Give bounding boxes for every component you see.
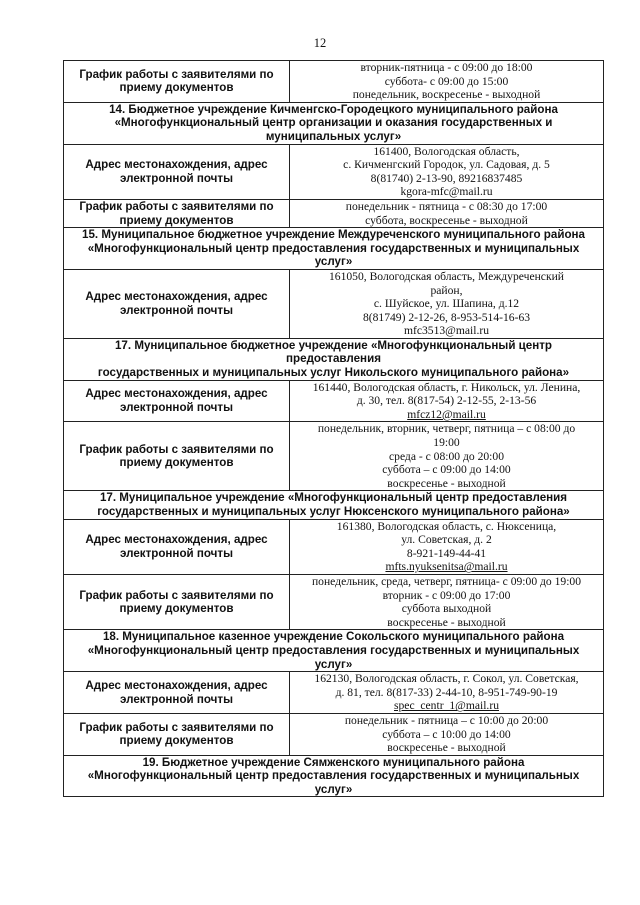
section-title-line: государственных и муниципальных услуг Никольского муниципального района»	[97, 366, 570, 380]
section-title	[64, 228, 604, 270]
email-link: mfts.nyuksenitsa@mail.ru	[385, 560, 508, 574]
field-value-line: вторник - с 09:00 до 17:00	[382, 588, 511, 602]
field-value-line: понедельник, вторник, четверг, пятница – с 08:00 до	[317, 422, 576, 436]
field-value	[290, 574, 604, 629]
field-value-line: 19:00	[433, 436, 460, 450]
field-label: Адрес местонахождения, адрес электронной почты	[64, 144, 290, 199]
field-value-line: воскресенье - выходной	[387, 476, 506, 490]
field-value-line: 8(81749) 2-12-26, 8-953-514-16-63	[362, 310, 531, 324]
field-value-line: среда - с 08:00 до 20:00	[389, 449, 504, 463]
section-title-line: «Многофункциональный центр предоставления государственных и муниципальных	[87, 643, 580, 657]
field-row	[64, 269, 604, 338]
field-value-line: ул. Советская, д. 2	[401, 533, 492, 547]
section-title-line: «Многофункциональный центр организации и оказания государственных и	[114, 116, 553, 130]
field-value-line: понедельник, среда, четверг, пятница- с 09:00 до 19:00	[311, 574, 582, 588]
field-value-line: 8-921-149-44-41	[406, 546, 487, 560]
field-value-line: суббота – с 09:00 до 14:00	[382, 463, 511, 477]
field-value-line: суббота – с 10:00 до 14:00	[382, 727, 511, 741]
field-row	[64, 574, 604, 629]
section-title	[64, 338, 604, 380]
table-body	[64, 61, 604, 797]
field-label: Адрес местонахождения, адрес электронной почты	[64, 519, 290, 574]
section-title-line: государственных и муниципальных услуг Нюксенского муниципального района»	[97, 505, 570, 518]
field-value-line: вторник-пятница - с 09:00 до 18:00	[360, 61, 533, 74]
section-header-row	[64, 102, 604, 144]
field-value	[290, 380, 604, 422]
field-value-line: суббота, воскресенье - выходной	[365, 213, 528, 227]
field-value	[290, 713, 604, 755]
field-value-line: воскресенье - выходной	[387, 741, 506, 755]
field-value-line: суббота- с 09:00 до 15:00	[384, 74, 509, 88]
field-value-line: суббота выходной	[401, 602, 492, 616]
section-header-row	[64, 755, 604, 797]
field-value-line: 162130, Вологодская область, г. Сокол, ул. Советская,	[314, 672, 579, 686]
field-value-line: 161440, Вологодская область, г. Никольск, ул. Ленина,	[312, 380, 581, 394]
section-title-line: 18. Муниципальное казенное учреждение Сокольского муниципального района	[102, 630, 565, 644]
field-value-line: д. 30, тел. 8(817-54) 2-12-55, 2-13-56	[356, 394, 537, 408]
section-header-row	[64, 228, 604, 270]
field-value	[290, 61, 604, 103]
field-value-line: kgora-mfc@mail.ru	[400, 185, 493, 199]
section-header-row	[64, 338, 604, 380]
section-header-row	[64, 630, 604, 672]
field-label: Адрес местонахождения, адрес электронной почты	[64, 269, 290, 338]
field-value-line: понедельник - пятница – с 10:00 до 20:00	[344, 713, 549, 727]
field-row	[64, 713, 604, 755]
section-title-line: услуг»	[314, 657, 353, 671]
section-title-line: 19. Бюджетное учреждение Сямженского муниципального района	[142, 755, 525, 769]
section-header-row	[64, 491, 604, 519]
section-title-line: «Многофункциональный центр предоставления государственных и муниципальных	[87, 241, 580, 255]
field-label: График работы с заявителями по приему документов	[64, 574, 290, 629]
field-value-line: с. Кичменгский Городок, ул. Садовая, д. 5	[343, 158, 550, 172]
section-title-line: 17. Муниципальное бюджетное учреждение «Многофункциональный центр	[114, 338, 553, 352]
field-value	[290, 519, 604, 574]
field-label: Адрес местонахождения, адрес электронной почты	[64, 380, 290, 422]
section-title	[64, 102, 604, 144]
section-title-line: услуг»	[314, 255, 353, 269]
field-row	[64, 61, 604, 103]
field-value	[290, 269, 604, 338]
field-label: График работы с заявителями по приему документов	[64, 422, 290, 491]
field-value-line: 161400, Вологодская область,	[373, 144, 520, 158]
section-title-line: «Многофункциональный центр предоставления государственных и муниципальных	[87, 769, 580, 783]
field-label: График работы с заявителями по приему документов	[64, 199, 290, 227]
field-value	[290, 144, 604, 199]
field-label: Адрес местонахождения, адрес электронной почты	[64, 672, 290, 714]
section-title-line: 17. Муниципальное учреждение «Многофункциональный центр предоставления	[99, 491, 568, 505]
field-value-line: район,	[430, 283, 463, 297]
field-value-line: 161050, Вологодская область, Междуреченский	[328, 269, 564, 283]
field-value	[290, 199, 604, 227]
section-title	[64, 630, 604, 672]
field-label: График работы с заявителями по приему документов	[64, 713, 290, 755]
field-value-line: 161380, Вологодская область, с. Нюксеница,	[336, 519, 557, 533]
field-row	[64, 672, 604, 714]
field-value-line: д. 81, тел. 8(817-33) 2-44-10, 8-951-749-90-19	[335, 685, 558, 699]
page-number: 12	[313, 36, 327, 50]
field-value	[290, 422, 604, 491]
field-row	[64, 199, 604, 227]
field-row	[64, 380, 604, 422]
section-title-line: предоставления	[286, 352, 381, 366]
email-link: mfcz12@mail.ru	[407, 407, 486, 421]
section-title	[64, 491, 604, 519]
field-value-line: с. Шуйское, ул. Шапина, д.12	[373, 297, 520, 311]
field-value	[290, 672, 604, 714]
field-value-line: понедельник - пятница - с 08:30 до 17:00	[345, 199, 548, 213]
field-label: График работы с заявителями по приему документов	[64, 61, 290, 103]
field-row	[64, 519, 604, 574]
field-row	[64, 422, 604, 491]
field-value-line: воскресенье - выходной	[387, 615, 506, 629]
field-value-line: 8(81740) 2-13-90, 89216837485	[370, 171, 523, 185]
field-value-line: mfc3513@mail.ru	[403, 324, 490, 338]
section-title-line: услуг»	[314, 782, 353, 796]
mfc-directory-table	[63, 60, 604, 797]
section-title-line: 15. Муниципальное бюджетное учреждение Междуреченского муниципального района	[82, 228, 585, 242]
section-title	[64, 755, 604, 797]
email-link: spec_centr_1@mail.ru	[393, 699, 499, 713]
section-title-line: муниципальных услуг»	[265, 129, 402, 143]
field-row	[64, 144, 604, 199]
field-value-line: понедельник, воскресенье - выходной	[352, 88, 541, 102]
section-title-line: 14. Бюджетное учреждение Кичменгско-Городецкого муниципального района	[109, 102, 558, 116]
